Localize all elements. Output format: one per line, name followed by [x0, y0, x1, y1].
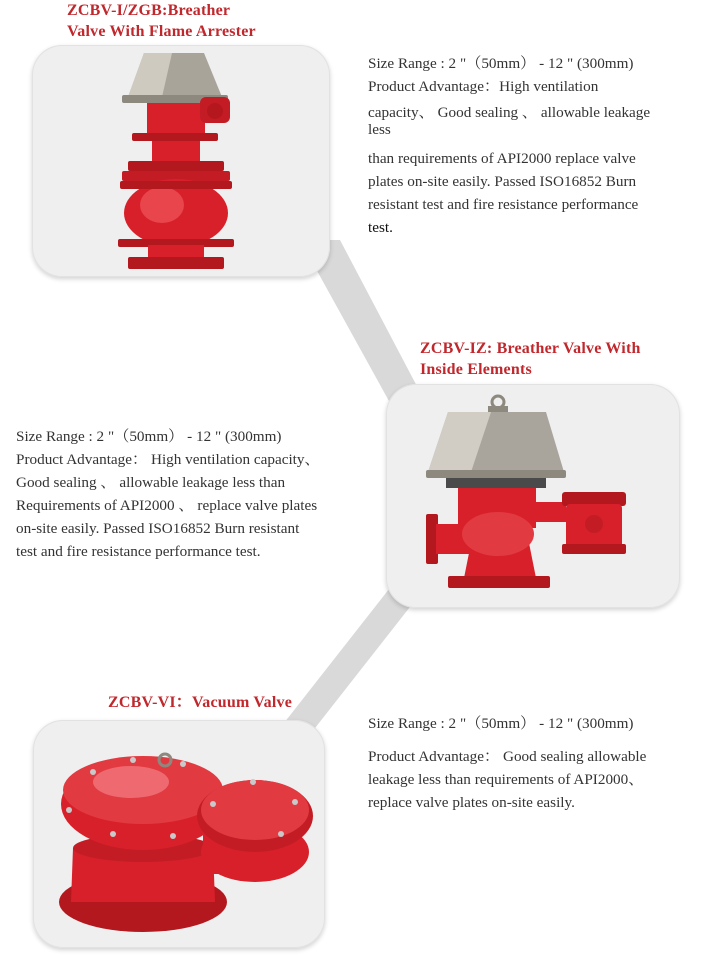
product-1-desc-line-8: test. — [368, 219, 393, 236]
product-1-desc-line-6: plates on-site easily. Passed ISO16852 Burn — [368, 173, 637, 190]
product-1-desc-line-3: capacity、 Good sealing 、 allowable leakage — [368, 104, 651, 121]
product-2-desc-line-2: Product Advantage： High ventilation capacity、 — [16, 451, 320, 468]
product-2-desc-line-5: on-site easily. Passed ISO16852 Burn resistant — [16, 520, 300, 537]
product-3-desc-line-4: replace valve plates on-site easily. — [368, 794, 575, 811]
breather-valve-flame-arrester-image — [32, 45, 330, 277]
product-3-title-line-1: ZCBV-VI：Vacuum Valve — [108, 694, 293, 711]
product-2-desc-line-3: Good sealing 、 allowable leakage less than — [16, 474, 286, 491]
product-1-desc-line-7: resistant test and fire resistance performance — [368, 196, 639, 213]
product-1-title — [67, 0, 256, 42]
product-2-desc-line-1: Size Range : 2 "（50mm） - 12 " (300mm) — [16, 428, 282, 445]
product-2-desc-line-6: test and fire resistance performance test. — [16, 543, 261, 560]
product-1-desc-line-5: than requirements of API2000 replace valve — [368, 150, 636, 167]
product-3-image-card — [33, 720, 325, 948]
product-2-title-line-2: Inside Elements — [420, 361, 532, 378]
product-3-desc-line-1: Size Range : 2 "（50mm） - 12 " (300mm) — [368, 715, 634, 732]
product-1-description — [368, 52, 650, 239]
product-2-image-card — [386, 384, 680, 608]
product-2-desc-line-4: Requirements of API2000 、 replace valve plates — [16, 497, 318, 514]
product-1-desc-line-4: less — [368, 121, 391, 138]
product-2-description — [16, 425, 320, 563]
product-1-desc-line-2: Product Advantage：High ventilation — [368, 78, 599, 95]
product-3-title — [108, 692, 292, 713]
product-1-title-line-2: Valve With Flame Arrester — [67, 23, 256, 40]
product-3-description — [368, 712, 646, 814]
product-3-desc-line-3: leakage less than requirements of API2000、 — [368, 771, 644, 788]
product-2-title — [420, 338, 641, 380]
product-1-image-card — [32, 45, 330, 277]
product-1-title-line-1: ZCBV-I/ZGB:Breather — [67, 2, 231, 19]
breather-valve-inside-elements-image — [386, 384, 680, 608]
product-3-desc-line-2: Product Advantage： Good sealing allowable — [368, 748, 647, 765]
product-1-desc-line-1: Size Range : 2 "（50mm） - 12 " (300mm) — [368, 55, 634, 72]
product-2-title-line-1: ZCBV-IZ: Breather Valve With — [420, 340, 641, 357]
vacuum-valve-image — [33, 720, 325, 948]
